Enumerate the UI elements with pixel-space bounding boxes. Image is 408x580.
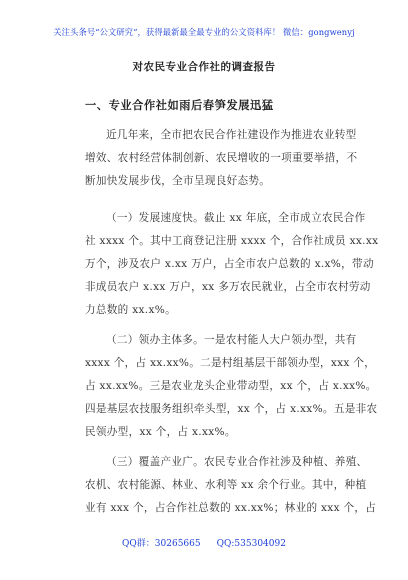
- qq-contact-number: QQ:535304092: [216, 539, 286, 549]
- paragraph-line: xxxx 个，占 xx.xx%。二是村组基层干部领办型，xxx 个，: [85, 357, 376, 369]
- paragraph-line: 断加快发展步伐，全市呈现良好态势。: [85, 175, 271, 187]
- paragraph-line: 四是基层农技服务组织牵头型，xx 个，占 x.xx%。五是非农: [85, 403, 378, 415]
- contact-footer: [0, 536, 408, 549]
- paragraph-line: 业有 xxx 个，占合作社总数的 xx.xx%；林业的 xxx 个，占: [85, 502, 377, 514]
- paragraph-line: （二）领办主体多。一是农村能人大户领办型，共有: [106, 334, 357, 346]
- paragraph-development-speed: [85, 207, 379, 322]
- paragraph-line: 力总数的 xx.x%。: [85, 304, 176, 316]
- paragraph-line: 增效、农村经营体制创新、农民增收的一项重要举措，不: [85, 152, 358, 164]
- promo-banner: 关注头条号“公文研究”，获得最新最全最专业的公文资料库！ 微信：gongwenyj: [53, 27, 355, 37]
- paragraph-line: 非成员农户 x.xx 万户，xx 多万农民就业，占全市农村劳动: [85, 281, 371, 293]
- document-title: 对农民专业合作社的调查报告: [132, 61, 276, 73]
- paragraph-line: 近几年来，全市把农民合作社建设作为推进农业转型: [106, 129, 357, 141]
- paragraph-line: 社 xxxx 个。其中工商登记注册 xxxx 个，合作社成员 xx.xx: [85, 235, 379, 247]
- paragraph-intro: [85, 124, 357, 193]
- paragraph-line: 民领办型，xx 个，占 x.xx%。: [85, 426, 236, 438]
- paragraph-line: 万个，涉及农户 x.xx 万户，占全市农户总数的 x.x%，带动: [85, 258, 374, 270]
- paragraph-leading-entities: [85, 329, 378, 444]
- paragraph-line: （三）覆盖产业广。农民专业合作社涉及种植、养殖、: [106, 456, 368, 468]
- section-heading: 一、专业合作社如雨后春笋发展迅猛: [85, 98, 274, 112]
- qq-group-number: QQ群：30265665: [122, 539, 201, 549]
- paragraph-industry-coverage: [85, 451, 377, 520]
- paragraph-line: （一）发展速度快。截止 xx 年底，全市成立农民合作: [106, 212, 366, 224]
- paragraph-line: 农机、农村能源、林业、水利等 xx 余个行业。其中，种植: [85, 479, 367, 491]
- paragraph-line: 占 xx.xx%。三是农业龙头企业带动型，xx 个，占 x.xx%。: [85, 380, 377, 392]
